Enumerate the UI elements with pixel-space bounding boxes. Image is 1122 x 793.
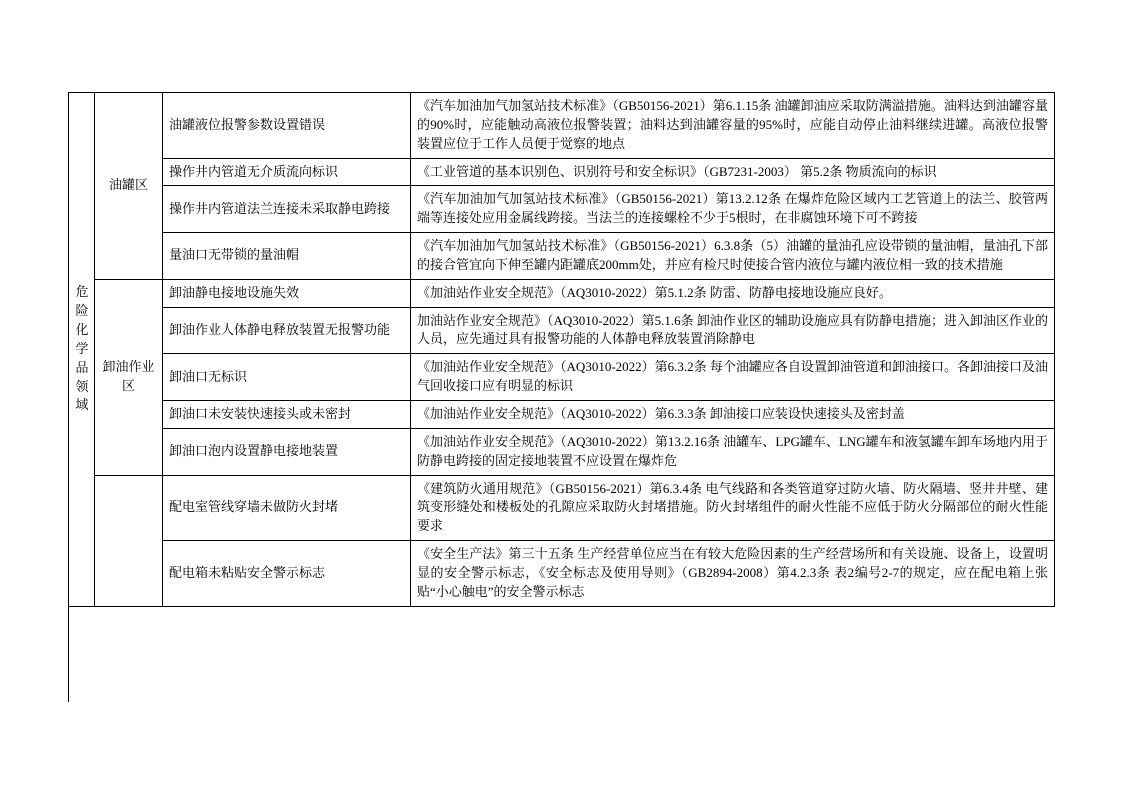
issue-cell: 卸油口无标识 (163, 354, 411, 401)
basis-cell: 《加油站作业安全规范》（AQ3010-2022）第5.1.2条 防雷、防静电接地设施应良好。 (411, 279, 1055, 307)
area-cell-power-room (95, 475, 163, 606)
issue-cell: 油罐液位报警参数设置错误 (163, 93, 411, 159)
area-cell-unloading-zone (95, 279, 163, 475)
table-row (69, 475, 1055, 541)
table-row (69, 93, 1055, 159)
basis-cell: 《加油站作业安全规范》（AQ3010-2022）第13.2.16条 油罐车、LPG罐车、LNG罐车和液氢罐车卸车场地内用于防静电跨接的固定接地装置不应设置在爆炸危 (411, 428, 1055, 475)
basis-cell: 《安全生产法》第三十五条 生产经营单位应当在有较大危险因素的生产经营场所和有关设施、设备上，设置明显的安全警示标志，《安全标志及使用导则》（GB2894-2008）第4.2.3条 表2编号2-7的规定，应在配电箱上张贴“小心触电”的安全警示标志 (411, 541, 1055, 607)
domain-label: 危险化学品领域 (75, 284, 89, 413)
table-row (69, 428, 1055, 475)
table-row (69, 186, 1055, 233)
table-row (69, 279, 1055, 307)
issue-cell: 操作井内管道法兰连接未采取静电跨接 (163, 186, 411, 233)
issue-cell: 卸油口泡内设置静电接地装置 (163, 428, 411, 475)
hazard-inspection-table (68, 92, 1055, 607)
table-row (69, 158, 1055, 186)
issue-cell: 配电室管线穿墙未做防火封堵 (163, 475, 411, 541)
basis-cell: 《汽车加油加气加氢站技术标准》（GB50156-2021）第6.1.15条 油罐卸油应采取防满溢措施。油料达到油罐容量的90%时，应能触动高液位报警装置；油料达到油罐容量的95%时，应能自动停止油料继续进罐。高液位报警装置应位于工作人员便于觉察的地点 (411, 93, 1055, 159)
issue-cell: 卸油静电接地设施失效 (163, 279, 411, 307)
issue-cell: 量油口无带锁的量油帽 (163, 233, 411, 280)
basis-cell: 《汽车加油加气加氢站技术标准》（GB50156-2021）第13.2.12条 在爆炸危险区域内工艺管道上的法兰、胶管两端等连接处应用金属线跨接。当法兰的连接螺栓不少于5根时，在非腐蚀环境下可不跨接 (411, 186, 1055, 233)
area-cell-tank-zone (95, 93, 163, 280)
table-row (69, 541, 1055, 607)
table-row (69, 400, 1055, 428)
basis-cell: 加油站作业安全规范》（AQ3010-2022）第5.1.6条 卸油作业区的辅助设施应具有防静电措施；进入卸油区作业的人员，应先通过具有报警功能的人体静电释放装置消除静电 (411, 307, 1055, 354)
table-row (69, 354, 1055, 401)
basis-cell: 《建筑防火通用规范》（GB50156-2021）第6.3.4条 电气线路和各类管道穿过防火墙、防火隔墙、竖井井壁、建筑变形缝处和楼板处的孔隙应采取防火封堵措施。防火封堵组件的耐火性能不应低于防火分隔部位的耐火性能要求 (411, 475, 1055, 541)
issue-cell: 卸油作业人体静电释放装置无报警功能 (163, 307, 411, 354)
area-label: 卸油作业区 (102, 359, 155, 394)
basis-cell: 《加油站作业安全规范》（AQ3010-2022）第6.3.3条 卸油接口应装设快速接头及密封盖 (411, 400, 1055, 428)
issue-cell: 配电箱未粘贴安全警示标志 (163, 541, 411, 607)
area-label: 油罐区 (108, 177, 148, 193)
hazard-inspection-table-container (68, 92, 1054, 607)
basis-cell: 《汽车加油加气加氢站技术标准》（GB50156-2021）6.3.8条（5）油罐的量油孔应设带锁的量油帽，量油孔下部的接合管宜向下伸至罐内距罐底200mm处，并应有检尺时使接合管内液位与罐内液位相一致的技术措施 (411, 233, 1055, 280)
basis-cell: 《加油站作业安全规范》（AQ3010-2022）第6.3.2条 每个油罐应各自设置卸油管道和卸油接口。各卸油接口及油气回收接口应有明显的标识 (411, 354, 1055, 401)
domain-cell (69, 93, 95, 607)
table-row (69, 307, 1055, 354)
issue-cell: 卸油口未安装快速接头或未密封 (163, 400, 411, 428)
table-row (69, 233, 1055, 280)
basis-cell: 《工业管道的基本识别色、识别符号和安全标识》（GB7231-2003） 第5.2条 物质流向的标识 (411, 158, 1055, 186)
issue-cell: 操作井内管道无介质流向标识 (163, 158, 411, 186)
